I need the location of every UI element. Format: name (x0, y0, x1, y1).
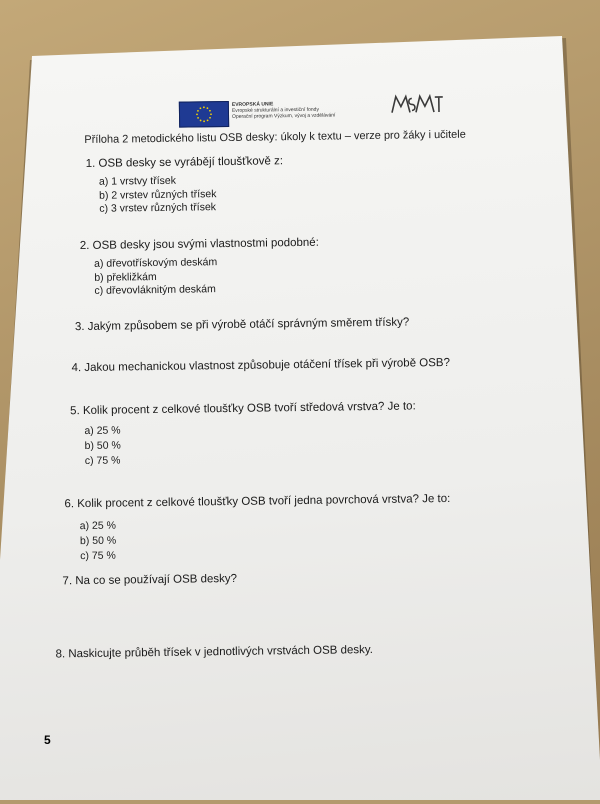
question-3: 3. Jakým způsobem se při výrobě otáčí správným směrem třísky? (74, 316, 410, 334)
option: b) 2 vrstev různých třísek (99, 187, 217, 202)
eu-line: Operační program Výzkum, vývoj a vzdělávání (232, 112, 336, 121)
eu-line: Evropské strukturální a investiční fondy (231, 106, 319, 115)
question-1-options (99, 174, 217, 216)
question-2-options (94, 256, 218, 298)
option: b) 50 % (79, 534, 117, 548)
option: a) 25 % (84, 424, 121, 438)
option: c) dřevovláknitým deskám (94, 283, 216, 297)
page-number: 5 (44, 733, 51, 747)
eu-flag-icon (179, 101, 229, 128)
question-5: 5. Kolik procent z celkové tloušťky OSB tvoří středová vrstva? Je to: (70, 400, 416, 418)
msmt-logo-icon (382, 92, 444, 127)
question-4: 4. Jakou mechanickou vlastnost způsobuje otáčení třísek při výrobě OSB? (71, 356, 451, 375)
option: a) 1 vrstvy třísek (98, 174, 177, 188)
question-6: 6. Kolik procent z celkové tloušťky OSB tvoří jedna povrchová vrstva? Je to: (64, 492, 451, 511)
question-1: 1. OSB desky se vyrábějí tloušťkově z: (85, 155, 284, 170)
option: a) dřevotřískovým deskám (93, 256, 218, 270)
question-7: 7. Na co se používají OSB desky? (62, 572, 238, 588)
question-8: 8. Naskicujte průběh třísek v jednotlivých vrstvách OSB desky. (55, 644, 374, 661)
question-2: 2. OSB desky jsou svými vlastnostmi podobné: (79, 236, 319, 253)
option: c) 75 % (80, 549, 116, 563)
page-title: Příloha 2 metodického listu OSB desky: úkoly k textu – verze pro žáky i učitele (84, 128, 466, 146)
option: b) 50 % (84, 439, 121, 453)
option: a) 25 % (79, 519, 117, 533)
eu-line: EVROPSKÁ UNIE (231, 101, 274, 108)
eu-logo-text (232, 100, 336, 120)
option: c) 75 % (84, 454, 121, 468)
question-5-options (84, 424, 121, 470)
option: b) překližkám (94, 270, 157, 284)
option: c) 3 vrstev různých třísek (99, 201, 217, 215)
question-6-options (80, 519, 117, 565)
